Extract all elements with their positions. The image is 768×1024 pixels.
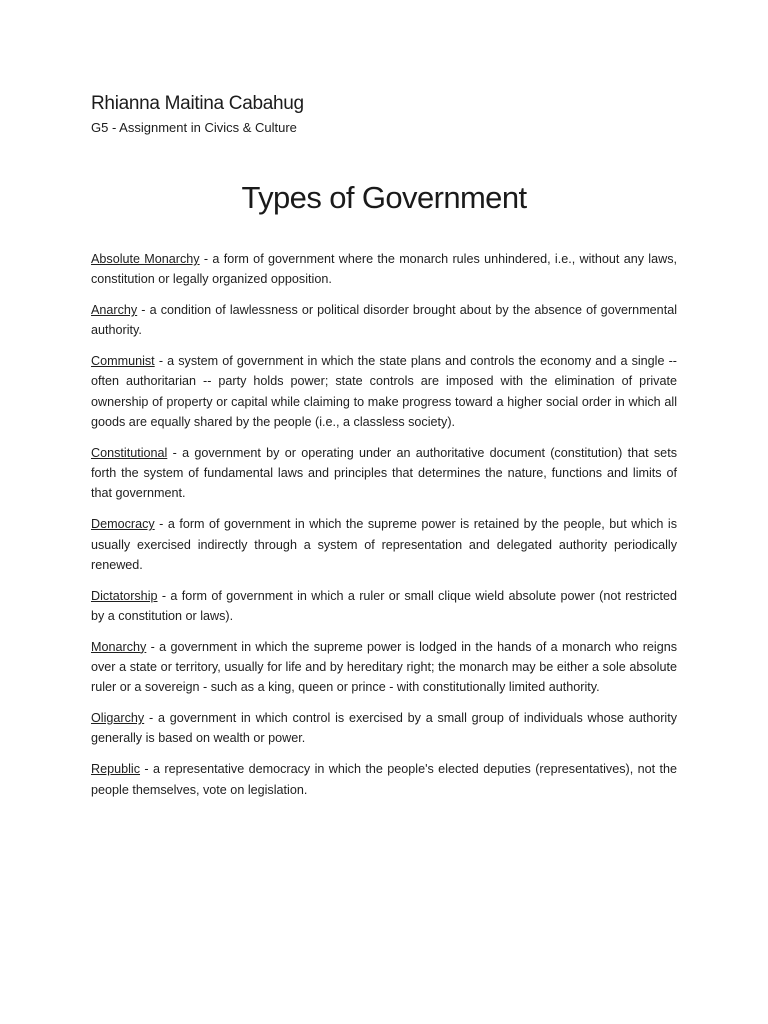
definition-oligarchy [91, 708, 677, 749]
definition-text: - a government in which control is exercised by a small group of individuals whose authority generally is based on wealth or power. [91, 711, 677, 746]
definitions-list [91, 249, 677, 810]
term-anarchy: Anarchy [91, 303, 138, 318]
definition-text: - a government in which the supreme power is lodged in the hands of a monarch who reigns over a state or territory, usually for life and by hereditary right; the monarch may be either a sole absolute ruler or a sovereign - such as a king, queen or prince - with constitutionally limited authority. [91, 639, 677, 695]
definition-text: - a representative democracy in which the people's elected deputies (representatives), not the people themselves, vote on legislation. [91, 762, 677, 797]
assignment-subtitle: G5 - Assignment in Civics & Culture [91, 120, 297, 135]
definition-text: - a condition of lawlessness or political disorder brought about by the absence of governmental authority. [91, 303, 677, 338]
term-constitutional: Constitutional [91, 445, 168, 460]
term-absolute-monarchy: Absolute Monarchy [91, 252, 200, 266]
term-republic: Republic [91, 762, 141, 777]
definition-democracy [91, 514, 677, 575]
definition-text: - a government by or operating under an authoritative document (constitution) that sets forth the system of fundamental laws and principles that determines the nature, functions and limits of that government. [91, 445, 677, 501]
term-oligarchy: Oligarchy [91, 711, 145, 726]
page-title: Types of Government [241, 180, 527, 215]
definition-constitutional [91, 443, 677, 504]
definition-monarchy [91, 637, 677, 698]
definition-text: - a form of government where the monarch rules unhindered, i.e., without any laws, constitution or legally organized opposition. [91, 252, 677, 287]
definition-text: - a form of government in which a ruler or small clique wield absolute power (not restricted by a constitution or laws). [91, 588, 677, 623]
definition-dictatorship [91, 586, 677, 627]
author-name: Rhianna Maitina Cabahug [91, 93, 304, 114]
definition-absolute-monarchy [91, 249, 677, 290]
term-monarchy: Monarchy [91, 639, 147, 654]
definition-anarchy [91, 300, 677, 341]
definition-republic [91, 759, 677, 800]
term-democracy: Democracy [91, 517, 155, 532]
definition-text: - a form of government in which the supreme power is retained by the people, but which is usually exercised indirectly through a system of representation and delegated authority periodically renewed. [91, 517, 677, 572]
term-communist: Communist [91, 354, 155, 369]
definition-communist [91, 351, 677, 432]
definition-text: - a system of government in which the state plans and controls the economy and a single -- often authoritarian -- party holds power; state controls are imposed with the elimination of private ownership of property or capital while claiming to make progress toward a higher social order in which all goods are equally shared by the people (i.e., a classless society). [91, 354, 677, 430]
term-dictatorship: Dictatorship [91, 588, 158, 603]
